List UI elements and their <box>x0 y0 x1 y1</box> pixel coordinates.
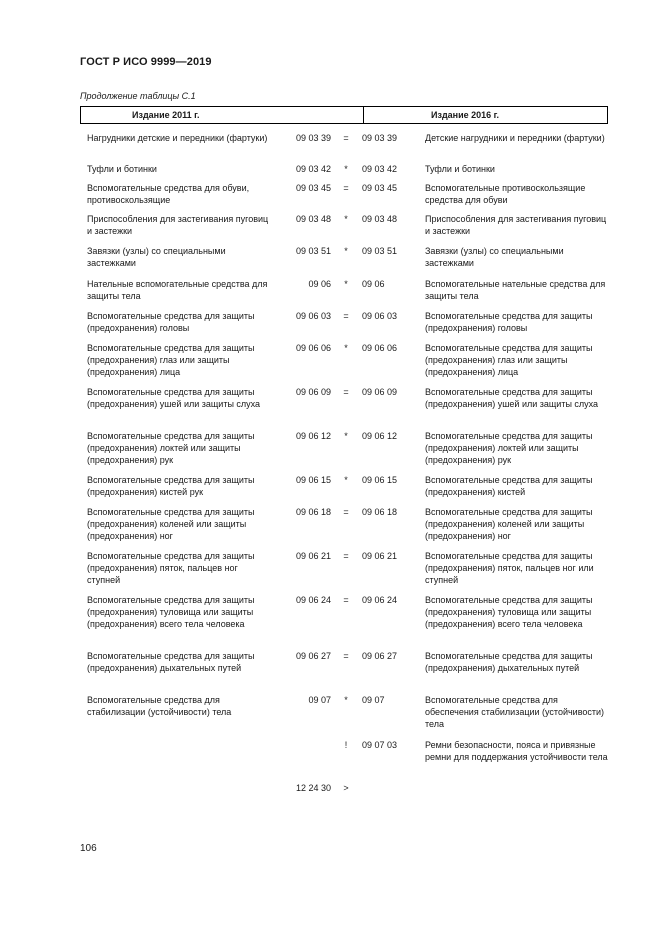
name-2016-cell: Вспомогательные средства для обеспечения стабилизации (устойчивости) тела <box>425 695 605 729</box>
code-2011-cell: 12 24 30 <box>295 783 331 793</box>
code-2011-cell: 09 03 39 <box>295 133 331 143</box>
name-2016-cell: Детские нагрудники и передники (фартуки) <box>425 133 605 143</box>
name-2016-cell: Вспомогательные средства для защиты (предохранения) локтей или защиты (предохранения) рук <box>425 431 593 465</box>
code-2016-cell: 09 06 24 <box>362 595 398 605</box>
name-2016-cell: Вспомогательные средства для защиты (предохранения) туловища или защиты (предохранения) всего тела человека <box>425 595 593 629</box>
name-2011-cell: Вспомогательные средства для защиты (предохранения) туловища или защиты (предохранения) всего тела человека <box>87 595 255 629</box>
relation-cell: > <box>343 783 349 793</box>
code-2016-cell: 09 06 18 <box>362 507 398 517</box>
relation-cell: = <box>343 595 349 605</box>
code-2016-cell: 09 06 03 <box>362 311 398 321</box>
relation-cell: * <box>344 246 348 256</box>
name-2011-cell: Вспомогательные средства для защиты (предохранения) кистей рук <box>87 475 255 497</box>
name-2011-cell: Нательные вспомогательные средства для защиты тела <box>87 279 268 301</box>
relation-cell: = <box>343 387 349 397</box>
relation-cell: * <box>344 279 348 289</box>
code-2016-cell: 09 06 15 <box>362 475 398 485</box>
relation-cell: * <box>344 475 348 485</box>
code-2016-cell: 09 07 03 <box>362 740 398 750</box>
relation-cell: = <box>343 507 349 517</box>
name-2011-cell: Туфли и ботинки <box>87 164 157 174</box>
code-2011-cell: 09 03 51 <box>295 246 331 256</box>
code-2016-cell: 09 03 51 <box>362 246 398 256</box>
name-2011-cell: Нагрудники детские и передники (фартуки) <box>87 133 268 143</box>
name-2011-cell: Вспомогательные средства для защиты (предохранения) глаз или защиты (предохранения) лица <box>87 343 255 377</box>
relation-cell: * <box>344 343 348 353</box>
code-2016-cell: 09 06 09 <box>362 387 398 397</box>
code-2011-cell: 09 06 15 <box>295 475 331 485</box>
header-divider <box>363 107 364 123</box>
code-2011-cell: 09 06 21 <box>295 551 331 561</box>
name-2016-cell: Вспомогательные противоскользящие средства для обуви <box>425 183 586 205</box>
code-2016-cell: 09 06 06 <box>362 343 398 353</box>
code-2011-cell: 09 06 06 <box>295 343 331 353</box>
code-2011-cell: 09 06 24 <box>295 595 331 605</box>
name-2011-cell: Вспомогательные средства для защиты (предохранения) пяток, пальцев ног ступней <box>87 551 255 585</box>
code-2016-cell: 09 06 12 <box>362 431 398 441</box>
document-code: ГОСТ Р ИСО 9999—2019 <box>80 56 212 68</box>
code-2016-cell: 09 07 <box>362 695 385 705</box>
name-2016-cell: Вспомогательные нательные средства для защиты тела <box>425 279 606 301</box>
name-2011-cell: Вспомогательные средства для защиты (предохранения) ушей или защиты слуха <box>87 387 261 409</box>
name-2011-cell: Вспомогательные средства для защиты (предохранения) локтей или защиты (предохранения) рук <box>87 431 255 465</box>
name-2011-cell: Вспомогательные средства для стабилизации (устойчивости) тела <box>87 695 232 717</box>
code-2011-cell: 09 06 03 <box>295 311 331 321</box>
name-2016-cell: Вспомогательные средства для защиты (предохранения) дыхательных путей <box>425 651 593 673</box>
name-2016-cell: Туфли и ботинки <box>425 164 495 174</box>
name-2011-cell: Вспомогательные средства для обуви, противоскользящие <box>87 183 250 205</box>
relation-cell: = <box>343 651 349 661</box>
code-2016-cell: 09 06 27 <box>362 651 398 661</box>
code-2011-cell: 09 06 18 <box>295 507 331 517</box>
relation-cell: = <box>343 551 349 561</box>
code-2011-cell: 09 03 42 <box>295 164 331 174</box>
relation-cell: ! <box>344 740 348 750</box>
code-2016-cell: 09 03 39 <box>362 133 398 143</box>
name-2016-cell: Вспомогательные средства для защиты (предохранения) головы <box>425 311 593 333</box>
name-2011-cell: Вспомогательные средства для защиты (предохранения) коленей или защиты (предохранения) ног <box>87 507 255 541</box>
code-2011-cell: 09 03 45 <box>295 183 331 193</box>
code-2016-cell: 09 06 <box>362 279 385 289</box>
relation-cell: * <box>344 431 348 441</box>
code-2016-cell: 09 03 48 <box>362 214 398 224</box>
relation-cell: * <box>344 164 348 174</box>
code-2011-cell: 09 06 09 <box>295 387 331 397</box>
code-2011-cell: 09 06 27 <box>295 651 331 661</box>
name-2016-cell: Вспомогательные средства для защиты (предохранения) коленей или защиты (предохранения) ног <box>425 507 593 541</box>
name-2016-cell: Завязки (узлы) со специальными застежками <box>425 246 564 268</box>
relation-cell: = <box>343 311 349 321</box>
name-2011-cell: Завязки (узлы) со специальными застежками <box>87 246 226 268</box>
code-2011-cell: 09 06 <box>308 279 331 289</box>
relation-cell: * <box>344 214 348 224</box>
column-header-2011: Издание 2011 г. <box>132 110 200 120</box>
page-number: 106 <box>80 843 97 854</box>
name-2016-cell: Приспособления для застегивания пуговиц и застежки <box>425 214 607 236</box>
name-2016-cell: Вспомогательные средства для защиты (предохранения) глаз или защиты (предохранения) лица <box>425 343 593 377</box>
table-caption: Продолжение таблицы С.1 <box>80 91 196 101</box>
name-2011-cell: Вспомогательные средства для защиты (предохранения) дыхательных путей <box>87 651 255 673</box>
code-2011-cell: 09 07 <box>308 695 331 705</box>
code-2016-cell: 09 06 21 <box>362 551 398 561</box>
name-2016-cell: Вспомогательные средства для защиты (предохранения) кистей <box>425 475 593 497</box>
code-2011-cell: 09 03 48 <box>295 214 331 224</box>
name-2011-cell: Приспособления для застегивания пуговиц и застежки <box>87 214 269 236</box>
name-2016-cell: Вспомогательные средства для защиты (предохранения) ушей или защиты слуха <box>425 387 599 409</box>
code-2011-cell: 09 06 12 <box>295 431 331 441</box>
code-2016-cell: 09 03 45 <box>362 183 398 193</box>
relation-cell: = <box>343 133 349 143</box>
relation-cell: = <box>343 183 349 193</box>
relation-cell: * <box>344 695 348 705</box>
name-2011-cell: Вспомогательные средства для защиты (предохранения) головы <box>87 311 255 333</box>
column-header-2016: Издание 2016 г. <box>431 110 500 120</box>
table-header <box>80 106 608 124</box>
name-2016-cell: Вспомогательные средства для защиты (предохранения) пяток, пальцев ног или ступней <box>425 551 594 585</box>
name-2016-cell: Ремни безопасности, пояса и привязные ремни для поддержания устойчивости тела <box>425 740 608 762</box>
code-2016-cell: 09 03 42 <box>362 164 398 174</box>
